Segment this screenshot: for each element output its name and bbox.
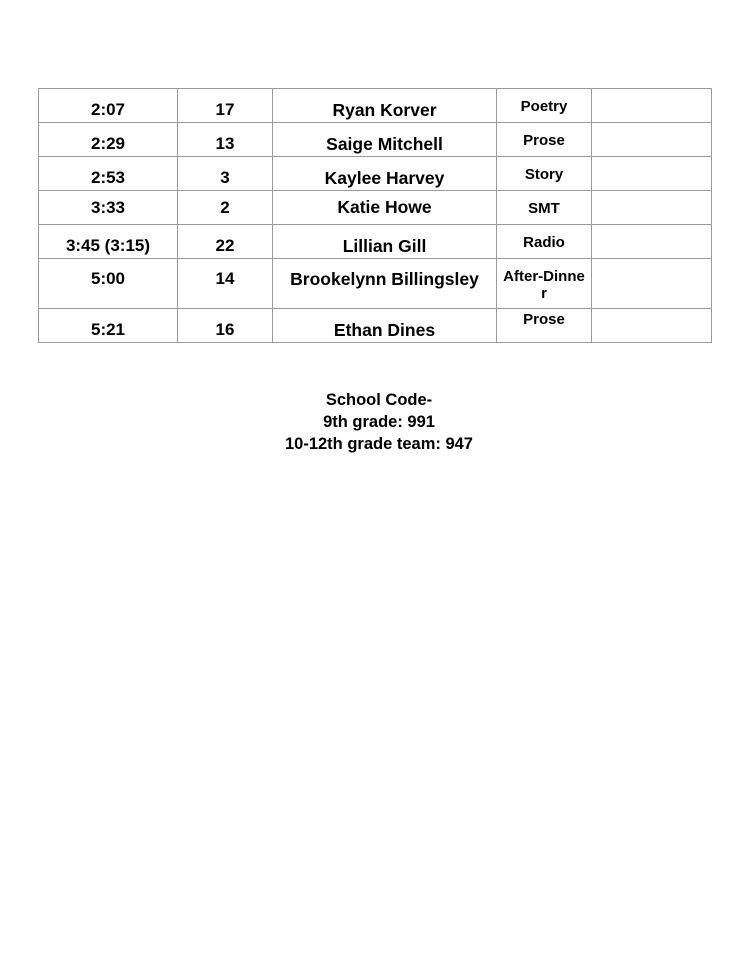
number-cell: 17 [178,89,273,123]
name-cell: Brookelynn Billingsley [273,259,497,309]
time-cell: 3:45 (3:15) [39,225,178,259]
empty-cell [592,225,712,259]
event-cell: Story [497,157,592,191]
time-cell: 2:07 [39,89,178,123]
time-cell: 3:33 [39,191,178,225]
time-cell: 2:53 [39,157,178,191]
empty-cell [592,89,712,123]
name-cell: Saige Mitchell [273,123,497,157]
table-row [39,225,712,259]
school-code-block [0,389,750,455]
empty-cell [592,309,712,343]
table-row [39,191,712,225]
time-cell: 5:21 [39,309,178,343]
empty-cell [592,191,712,225]
schedule-table [38,88,712,343]
event-cell: Prose [497,123,592,157]
event-cell: After-Dinner [503,268,585,303]
name-cell: Ethan Dines [273,309,497,343]
table-row [39,89,712,123]
event-cell-wrapper [497,259,592,309]
table-row [39,123,712,157]
empty-cell [592,123,712,157]
number-cell: 16 [178,309,273,343]
table-row [39,309,712,343]
name-cell: Kaylee Harvey [273,157,497,191]
empty-cell [592,259,712,309]
event-cell: Radio [497,225,592,259]
table-row [39,259,712,309]
number-cell: 2 [178,191,273,225]
event-cell: Poetry [497,89,592,123]
event-cell: Prose [497,309,592,343]
name-cell: Ryan Korver [273,89,497,123]
time-cell: 2:29 [39,123,178,157]
number-cell: 3 [178,157,273,191]
table-row [39,157,712,191]
empty-cell [592,157,712,191]
name-cell: Lillian Gill [273,225,497,259]
number-cell: 13 [178,123,273,157]
name-cell: Katie Howe [273,191,497,225]
upper-grade-team-code: 10-12th grade team: 947 [284,435,473,453]
number-cell: 14 [178,259,273,309]
ninth-grade-code: 9th grade: 991 [323,413,435,431]
number-cell: 22 [178,225,273,259]
time-cell: 5:00 [39,259,178,309]
event-cell: SMT [497,191,592,225]
school-code-heading: School Code- [325,391,433,409]
